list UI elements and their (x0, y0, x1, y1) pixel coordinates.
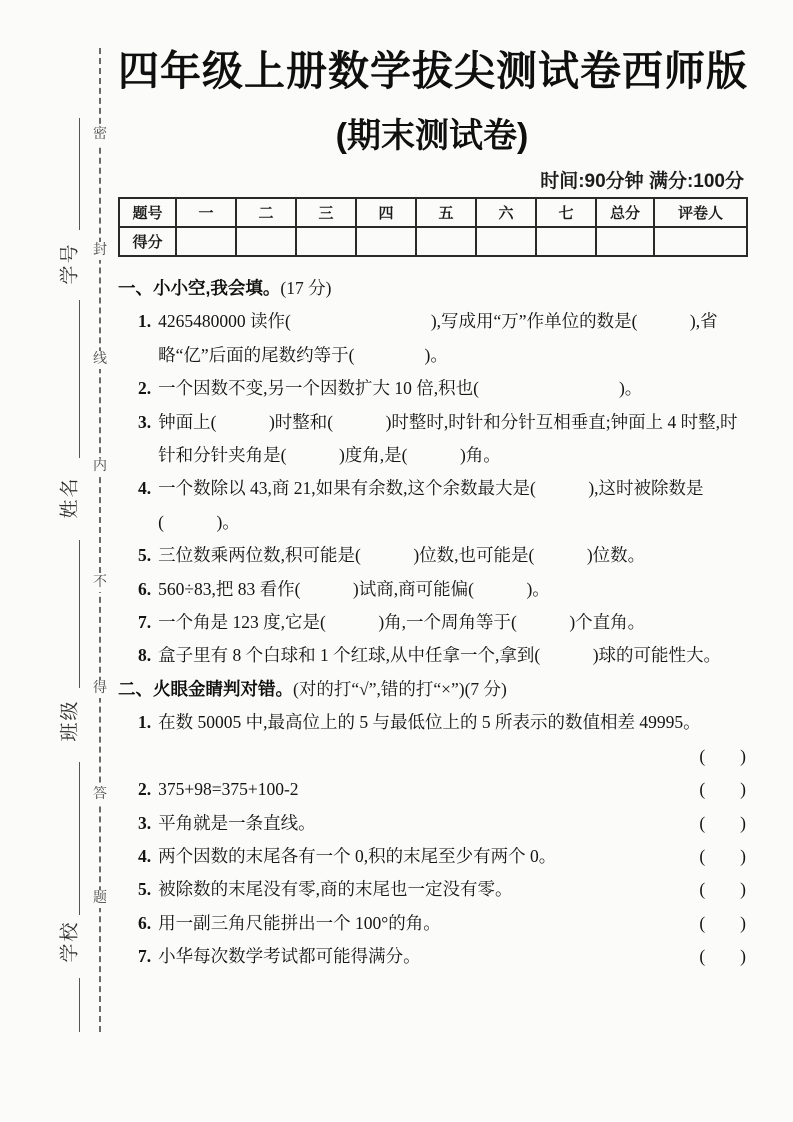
seal-char: 得 (93, 681, 107, 696)
question-text: 一个因数不变,另一个因数扩大 10 倍,积也( )。 (158, 378, 643, 399)
question-number: 3. (138, 411, 152, 432)
answer-blank: ( ) (699, 946, 746, 967)
score-cell (536, 227, 596, 256)
question-item (118, 773, 746, 806)
seal-dashed-line (99, 48, 101, 1032)
question-text: 4265480000 读作( ),写成用“万”作单位的数是( ),省略“亿”后面的尾数约等于( )。 (158, 311, 718, 365)
question-item (118, 606, 746, 639)
score-cell (356, 227, 416, 256)
question-item (118, 539, 746, 572)
score-cell (596, 227, 654, 256)
question-item (118, 406, 746, 473)
score-table-header-cell: 总分 (596, 198, 654, 227)
question-item (118, 706, 746, 739)
score-cell (654, 227, 747, 256)
question-text: 560÷83,把 83 看作( )试商,商可能偏( )。 (158, 578, 550, 599)
student-name-label: 姓名 (59, 476, 81, 519)
question-text: 三位数乘两位数,积可能是( )位数,也可能是( )位数。 (158, 545, 646, 566)
score-cell (176, 227, 236, 256)
question-text: 在数 50005 中,最高位上的 5 与最低位上的 5 所表示的数值相差 49995。 (158, 712, 701, 733)
section2-heading (118, 673, 746, 706)
question-item (118, 807, 746, 840)
question-number: 7. (138, 946, 152, 967)
seal-char: 不 (93, 575, 107, 590)
seal-char: 题 (93, 891, 107, 906)
page-title: 四年级上册数学拔尖测试卷西师版 (118, 48, 748, 94)
section1-points: (17 分) (280, 278, 332, 298)
score-table-header-cell: 二 (236, 198, 296, 227)
question-number: 5. (138, 879, 152, 900)
answer-blank: ( ) (699, 745, 746, 766)
class-label: 班级 (59, 699, 81, 742)
fill-in-line (79, 118, 80, 230)
score-table-header-cell: 六 (476, 198, 536, 227)
question-number: 4. (138, 845, 152, 866)
question-number: 7. (138, 612, 152, 633)
question-number: 2. (138, 378, 152, 399)
question-item (118, 639, 746, 672)
score-table-score-row (119, 227, 747, 256)
score-cell (296, 227, 356, 256)
question-number: 6. (138, 578, 152, 599)
score-table-header-cell: 评卷人 (654, 198, 747, 227)
score-table-header-cell: 三 (296, 198, 356, 227)
seal-char: 封 (93, 243, 107, 258)
section1-heading-text: 一、小小空,我会填。 (118, 278, 281, 298)
school-label: 学校 (59, 920, 81, 963)
score-table (118, 197, 748, 257)
question-text: 一个数除以 43,商 21,如果有余数,这个余数最大是( ),这时被除数是( )。 (158, 478, 704, 532)
question-text: 375+98=375+100-2 (158, 779, 299, 800)
score-table-header-cell: 一 (176, 198, 236, 227)
question-number: 6. (138, 912, 152, 933)
section2-instructions: (对的打“√”,错的打“×”)(7 分) (293, 678, 507, 699)
seal-char: 线 (93, 352, 107, 367)
seal-char: 答 (93, 787, 107, 802)
fill-in-line (79, 300, 80, 458)
section2-heading-text: 二、火眼金睛判对错。 (118, 678, 293, 699)
question-text: 用一副三角尺能拼出一个 100°的角。 (158, 912, 441, 933)
question-item (118, 907, 746, 940)
score-table-header-cell: 七 (536, 198, 596, 227)
question-item (118, 472, 746, 539)
answer-blank: ( ) (699, 812, 746, 833)
score-table-header-cell: 四 (356, 198, 416, 227)
question-item (118, 940, 746, 973)
question-item (118, 305, 746, 372)
page-subtitle: (期末测试卷) (335, 117, 529, 155)
fill-in-line (79, 540, 80, 688)
score-cell (416, 227, 476, 256)
seal-char: 密 (93, 127, 107, 142)
answer-blank: ( ) (699, 912, 746, 933)
question-text: 一个角是 123 度,它是( )角,一个周角等于( )个直角。 (158, 612, 646, 633)
question-text: 钟面上( )时整和( )时整时,时针和分针互相垂直;钟面上 4 时整,时针和分针夹角是( )度角,是( )角。 (158, 411, 738, 466)
question-number: 4. (138, 478, 152, 499)
fill-in-line (79, 978, 80, 1032)
answer-blank: ( ) (699, 879, 746, 900)
score-table-header-row (119, 198, 747, 227)
question-number: 2. (138, 779, 152, 800)
question-item (118, 573, 746, 606)
question-item (118, 840, 746, 873)
question-number: 8. (138, 645, 152, 666)
score-cell (236, 227, 296, 256)
score-table-header-cell: 五 (416, 198, 476, 227)
exam-meta: 时间:90分钟 满分:100分 (540, 171, 744, 192)
section1-heading (118, 272, 746, 305)
question-number: 1. (138, 311, 152, 332)
student-id-label: 学号 (59, 242, 81, 285)
score-row-label: 得分 (119, 227, 176, 256)
question-number: 3. (138, 812, 152, 833)
answer-blank-line (118, 740, 746, 773)
question-text: 两个因数的末尾各有一个 0,积的末尾至少有两个 0。 (158, 845, 557, 866)
question-item (118, 873, 746, 906)
question-text: 平角就是一条直线。 (158, 812, 316, 833)
answer-blank: ( ) (699, 779, 746, 800)
question-text: 小华每次数学考试都可能得满分。 (158, 946, 421, 967)
score-cell (476, 227, 536, 256)
seal-char: 内 (93, 459, 107, 474)
question-number: 1. (138, 712, 152, 733)
question-text: 盒子里有 8 个白球和 1 个红球,从中任拿一个,拿到( )球的可能性大。 (158, 645, 722, 666)
question-item (118, 372, 746, 405)
question-text: 被除数的末尾没有零,商的末尾也一定没有零。 (158, 879, 513, 900)
answer-blank: ( ) (699, 845, 746, 866)
score-table-header-cell: 题号 (119, 198, 176, 227)
question-number: 5. (138, 545, 152, 566)
questions-content (118, 272, 746, 974)
fill-in-line (79, 762, 80, 915)
